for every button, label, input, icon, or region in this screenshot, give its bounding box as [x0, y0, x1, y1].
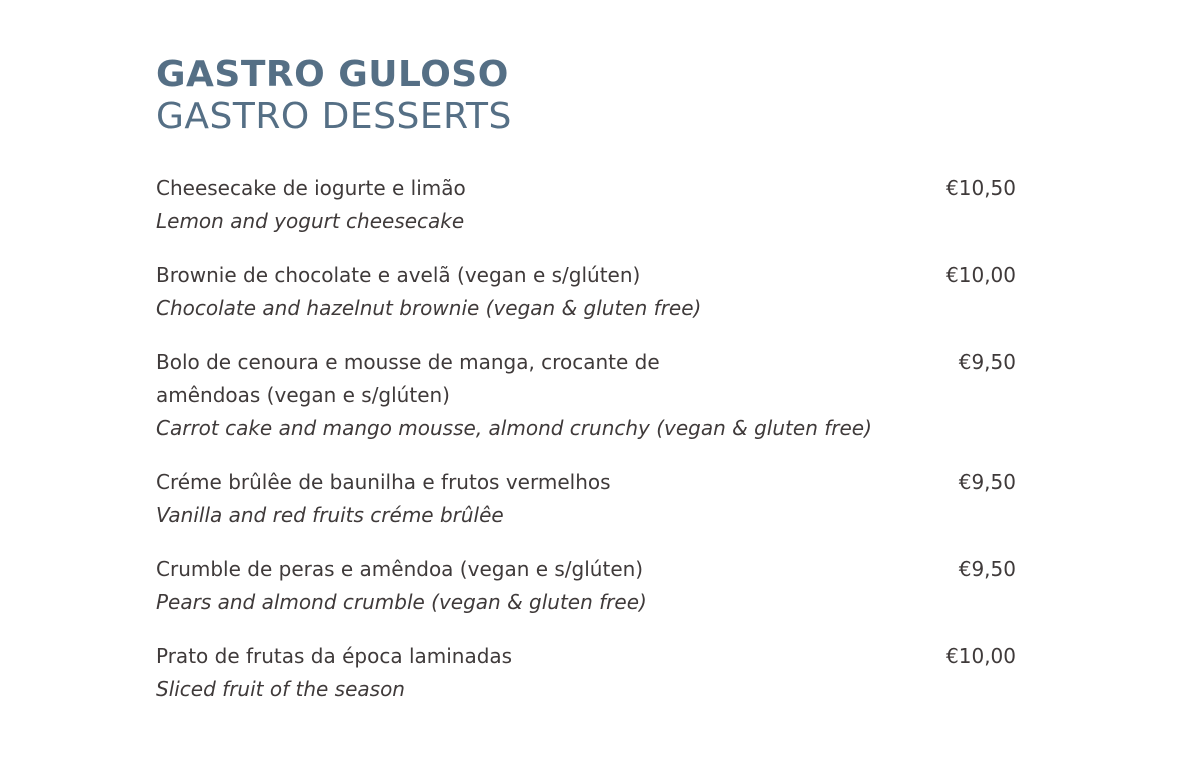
- menu-item: [156, 466, 1016, 532]
- menu-heading: [156, 56, 1016, 136]
- menu-item-name-pt: Bolo de cenoura e mousse de manga, crocante de amêndoas (vegan e s/glúten): [156, 349, 660, 407]
- menu-item: [156, 346, 1016, 445]
- menu-item-name-en: Chocolate and hazelnut brownie (vegan & gluten free): [156, 295, 702, 320]
- menu-item: [156, 259, 1016, 325]
- menu-item-text: [156, 553, 896, 619]
- menu-item-name-en: Vanilla and red fruits créme brûlêe: [156, 502, 504, 527]
- menu-item-price: €9,50: [958, 556, 1016, 581]
- menu-item-name-en: Sliced fruit of the season: [156, 676, 405, 701]
- menu-item: [156, 553, 1016, 619]
- menu-item-name-pt: Brownie de chocolate e avelã (vegan e s/glúten): [156, 262, 641, 287]
- menu-item-price: €9,50: [958, 349, 1016, 374]
- menu-item: [156, 640, 1016, 706]
- menu-item-text: [156, 259, 896, 325]
- menu-item-text: [156, 172, 896, 238]
- menu-item-name-pt: Crumble de peras e amêndoa (vegan e s/glúten): [156, 556, 644, 581]
- menu-item-name-en: Carrot cake and mango mousse, almond crunchy (vegan & gluten free): [156, 415, 872, 440]
- menu-item-price: €10,00: [946, 643, 1016, 668]
- dessert-menu: [156, 56, 1016, 727]
- menu-item-price: €9,50: [958, 469, 1016, 494]
- menu-item-price: €10,50: [946, 175, 1016, 200]
- menu-item-text: [156, 640, 896, 706]
- menu-item-price: €10,00: [946, 262, 1016, 287]
- menu-items-list: [156, 172, 1016, 706]
- menu-title-en: GASTRO DESSERTS: [156, 95, 512, 137]
- menu-item-name-pt: Cheesecake de iogurte e limão: [156, 175, 466, 200]
- menu-item-name-pt: Prato de frutas da época laminadas: [156, 643, 513, 668]
- menu-item-text: [156, 466, 896, 532]
- menu-item-text: [156, 346, 896, 445]
- menu-title-pt: GASTRO GULOSO: [156, 54, 509, 95]
- menu-item: [156, 172, 1016, 238]
- menu-item-name-pt: Créme brûlêe de baunilha e frutos vermelhos: [156, 469, 611, 494]
- menu-item-name-en: Lemon and yogurt cheesecake: [156, 208, 465, 233]
- menu-item-name-en: Pears and almond crumble (vegan & gluten free): [156, 589, 647, 614]
